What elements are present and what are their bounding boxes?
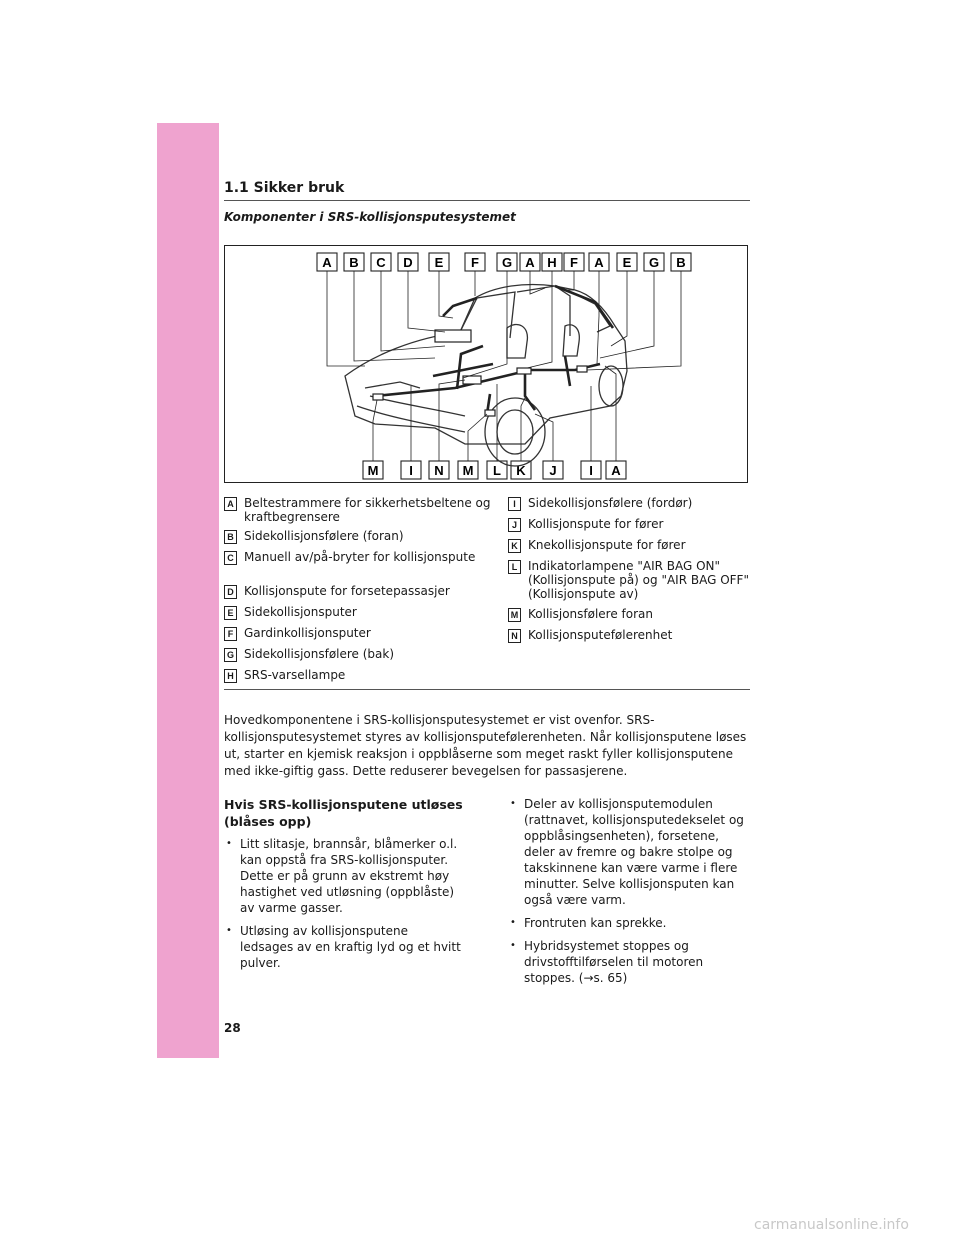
legend-key: E <box>224 606 237 620</box>
bottom-label-row <box>363 461 626 479</box>
legend-item-j <box>508 517 778 531</box>
legend-text: Beltestrammere for sikkerhetsbeltene og kraftbegrensere <box>244 496 491 524</box>
legend-text: SRS-varsellampe <box>244 668 346 682</box>
svg-text:M: M <box>462 463 474 478</box>
legend-key: B <box>224 530 237 544</box>
legend-key: C <box>224 551 237 565</box>
figure-label-a <box>520 253 540 271</box>
figure-label-m <box>458 461 478 479</box>
list-item: • Hybridsystemet stoppes og drivstofftilførselen til motoren stoppes. (→s. 65) <box>508 938 752 986</box>
deploy-heading: Hvis SRS-kollisjonsputene utløses (blåses opp) <box>224 797 463 829</box>
legend-key: K <box>508 539 521 553</box>
list-item: • Frontruten kan sprekke. <box>508 915 752 931</box>
svg-text:M: M <box>367 463 379 478</box>
legend-text: Kollisjonspute for forsetepassasjer <box>244 584 450 598</box>
legend-item-i <box>508 496 778 510</box>
leader-line <box>408 271 445 332</box>
figure-label-e <box>429 253 449 271</box>
srs-components-figure <box>224 245 748 483</box>
top-label-row <box>317 253 691 271</box>
legend-text: Manuell av/på-bryter for kollisjonspute <box>244 550 476 564</box>
legend-item-h <box>224 668 494 682</box>
leader-line <box>530 271 545 294</box>
svg-text:N: N <box>434 463 444 478</box>
svg-text:G: G <box>501 255 513 270</box>
intro-paragraph: Hovedkomponentene i SRS-kollisjonsputesystemet er vist ovenfor. SRS-kollisjonsputesystemet styres av kollisjonsputefølerenheten. Når kollisjonsputene løses ut, starter en kjemisk reaksjon i oppblåserne som meget raskt fyller kollisjonsputene med ikke-giftig gass. Dette reduserer bevegelsen for passasjerene. <box>224 713 747 778</box>
svg-text:A: A <box>322 255 332 270</box>
legend-rule <box>224 689 750 690</box>
legend-key: M <box>508 608 521 622</box>
deploy-left-column <box>224 796 464 978</box>
legend-item-a <box>224 496 494 524</box>
list-item: • Litt slitasje, brannsår, blåmerker o.l. kan oppstå fra SRS-kollisjonsputer. Dette er på grunn av ekstremt høy hastighet ved utløsning (oppblåste) av varme gasser. <box>224 836 464 916</box>
leader-line <box>327 271 365 366</box>
leader-line <box>587 271 681 370</box>
figure-label-a <box>606 461 626 479</box>
legend-text: Kollisjonsputefølerenhet <box>528 628 673 642</box>
svg-text:A: A <box>525 255 535 270</box>
header-rule <box>224 200 750 201</box>
legend-text: Sidekollisjonsfølere (foran) <box>244 529 404 543</box>
figure-label-i <box>401 461 421 479</box>
figure-label-f <box>465 253 485 271</box>
figure-label-f <box>564 253 584 271</box>
page-number: 28 <box>224 1021 241 1035</box>
figure-label-a <box>317 253 337 271</box>
legend-text: Sidekollisjonsfølere (fordør) <box>528 496 693 510</box>
svg-text:I: I <box>589 463 593 478</box>
figure-label-k <box>511 461 531 479</box>
svg-text:G: G <box>648 255 660 270</box>
svg-text:F: F <box>570 255 578 270</box>
legend-key: L <box>508 560 521 574</box>
figure-label-n <box>429 461 449 479</box>
leader-lines <box>327 271 681 461</box>
legend-item-b <box>224 529 494 543</box>
figure-label-m <box>363 461 383 479</box>
legend-text: Kollisjonspute for fører <box>528 517 664 531</box>
figure-label-c <box>371 253 391 271</box>
svg-text:K: K <box>516 463 526 478</box>
svg-text:F: F <box>471 255 479 270</box>
figure-label-a <box>589 253 609 271</box>
legend-item-l <box>508 559 778 601</box>
section-header <box>224 180 750 201</box>
svg-text:A: A <box>611 463 621 478</box>
car-outline <box>345 285 627 467</box>
svg-text:I: I <box>409 463 413 478</box>
legend-key: A <box>224 497 237 511</box>
legend-text: Sidekollisjonsputer <box>244 605 357 619</box>
legend-key: H <box>224 669 237 683</box>
svg-text:E: E <box>434 255 444 270</box>
leader-line <box>605 366 616 461</box>
leader-line <box>611 271 627 346</box>
figure-label-g <box>497 253 517 271</box>
legend-key: N <box>508 629 521 643</box>
figure-label-h <box>542 253 562 271</box>
figure-label-j <box>543 461 563 479</box>
legend-item-e <box>224 605 494 619</box>
figure-subtitle: Komponenter i SRS-kollisjonsputesystemet <box>224 210 516 224</box>
car-diagram <box>225 246 747 482</box>
list-item: • Deler av kollisjonsputemodulen (rattnavet, kollisjonsputedekselet og oppblåsingsenheten), forsetene, deler av fremre og bakre stolpe og takskinnene kan være varme i flere minutter. Selve kollisjonsputen kan også være varm. <box>508 796 752 908</box>
svg-text:A: A <box>594 255 604 270</box>
svg-text:D: D <box>403 255 413 270</box>
figure-label-i <box>581 461 601 479</box>
figure-label-b <box>344 253 364 271</box>
legend-item-c <box>224 550 494 564</box>
leader-line <box>463 271 507 378</box>
figure-label-g <box>644 253 664 271</box>
svg-text:J: J <box>549 463 557 478</box>
svg-text:E: E <box>622 255 632 270</box>
deploy-right-column <box>508 796 752 993</box>
list-item: • Utløsing av kollisjonsputene ledsages av en kraftig lyd og et hvitt pulver. <box>224 923 464 971</box>
legend-item-g <box>224 647 494 661</box>
legend-text: Knekollisjonspute for fører <box>528 538 686 552</box>
legend-key: J <box>508 518 521 532</box>
legend-text: Indikatorlampene "AIR BAG ON" (Kollisjonspute på) og "AIR BAG OFF" (Kollisjonspute av) <box>528 559 749 601</box>
leader-line <box>439 271 453 318</box>
figure-label-b <box>671 253 691 271</box>
section-title: 1.1 Sikker bruk <box>224 180 345 196</box>
legend-key: D <box>224 585 237 599</box>
svg-text:B: B <box>349 255 359 270</box>
legend-key: F <box>224 627 237 641</box>
legend-key: I <box>508 497 521 511</box>
legend-text: Kollisjonsfølere foran <box>528 607 654 621</box>
legend-text: Gardinkollisjonsputer <box>244 626 371 640</box>
svg-text:B: B <box>676 255 686 270</box>
figure-label-e <box>617 253 637 271</box>
leader-line <box>597 271 599 364</box>
svg-text:L: L <box>493 463 501 478</box>
legend-item-k <box>508 538 778 552</box>
legend-key: G <box>224 648 237 662</box>
svg-text:C: C <box>376 255 386 270</box>
legend-item-m <box>508 607 778 621</box>
legend-item-f <box>224 626 494 640</box>
legend-item-d <box>224 584 494 598</box>
svg-text:H: H <box>547 255 557 270</box>
figure-label-d <box>398 253 418 271</box>
legend-item-n <box>508 628 778 642</box>
watermark: carmanualsonline.info <box>754 1217 909 1233</box>
leader-line <box>565 271 574 290</box>
leader-line <box>468 414 487 461</box>
leader-line <box>373 400 377 461</box>
section-tab-strip <box>157 123 219 1058</box>
legend-text: Sidekollisjonsfølere (bak) <box>244 647 395 661</box>
leader-line <box>439 380 465 461</box>
